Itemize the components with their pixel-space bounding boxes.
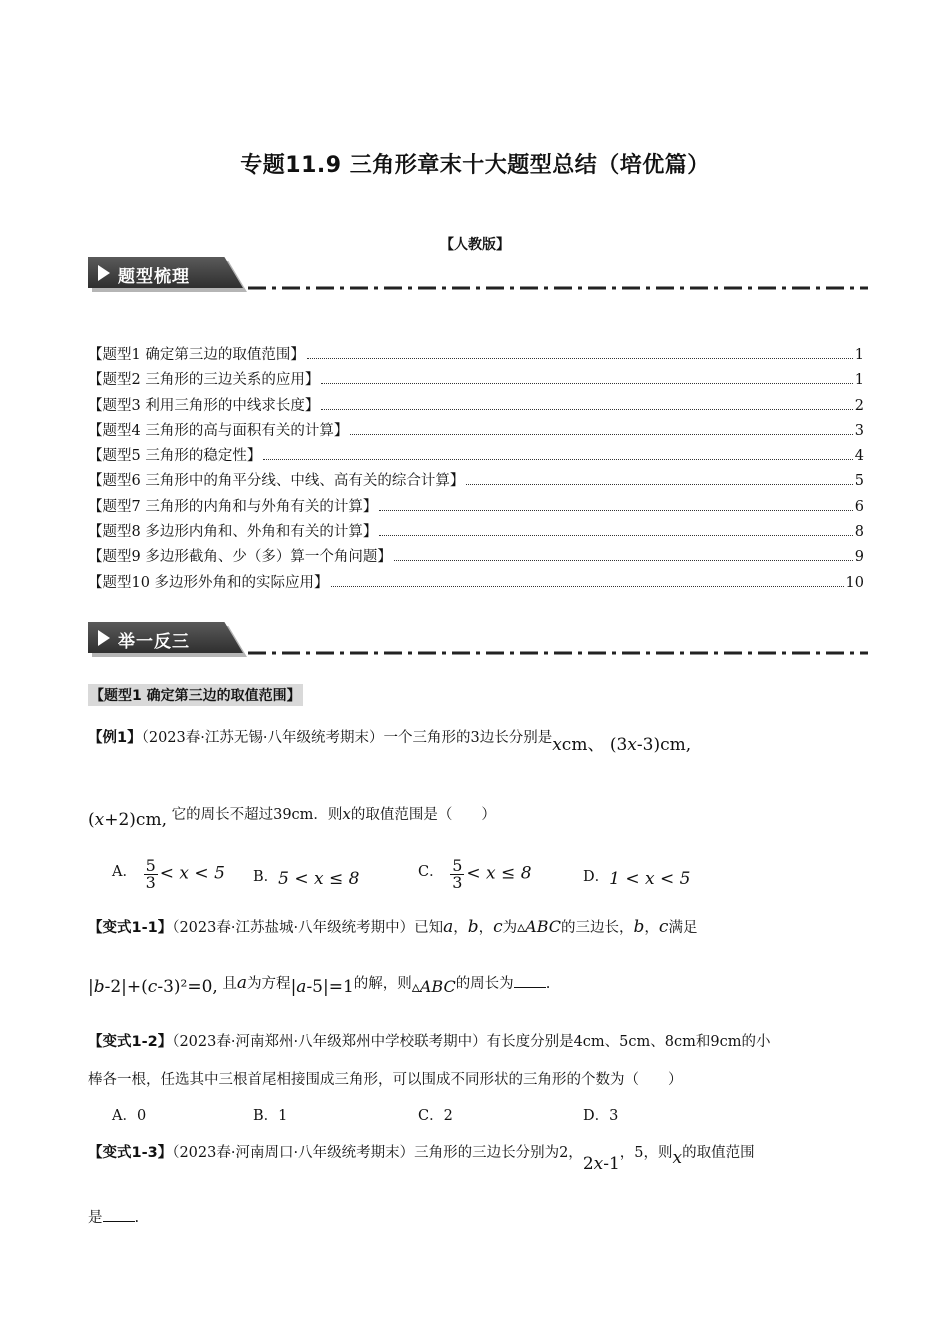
dash-dot-rule — [248, 651, 868, 655]
option-D[interactable]: D．3 — [583, 1108, 619, 1124]
example-tag: 【例1】 — [88, 730, 142, 746]
variant1-line2: |b-2|+(c-3)²=0, 且a为方程|a-5|=1的解，则▵ABC的周长为 . — [88, 973, 551, 997]
banner-examples — [88, 622, 868, 656]
play-arrow-icon — [98, 265, 110, 281]
toc-item[interactable]: 【题型6 三角形中的角平分线、中线、高有关的综合计算】 5 — [88, 473, 864, 490]
example1-line2: (x+2)cm, 它的周长不超过39cm．则x的取值范围是（ ） — [88, 805, 496, 830]
variant2-line2: 棒各一根，任选其中三根首尾相接围成三角形，可以围成不同形状的三角形的个数为（ ） — [88, 1072, 683, 1088]
option-B[interactable]: B．5 < x ≤ 8 — [253, 869, 360, 889]
toc-item[interactable]: 【题型10 多边形外角和的实际应用】 10 — [88, 574, 864, 591]
variant1-line1: 【变式1-1】（2023春·江苏盐城·八年级统考期中）已知a，b，c为▵ABC的三边长，b，c满足 — [88, 917, 698, 937]
toc-item[interactable]: 【题型5 三角形的稳定性】 4 — [88, 448, 864, 465]
toc-item[interactable]: 【题型2 三角形的三边关系的应用】 1 — [88, 372, 864, 389]
option-C[interactable]: C． $\frac{5}{3}$ < x ≤ 8 — [418, 856, 532, 892]
variant3-line2: 是 . — [88, 1210, 140, 1226]
toc-item[interactable]: 【题型9 多边形截角、少（多）算一个角问题】 9 — [88, 549, 864, 566]
option-A[interactable]: A． $\frac{5}{3}$ < x < 5 — [112, 856, 225, 892]
answer-blank[interactable] — [103, 1208, 135, 1222]
toc-item[interactable]: 【题型7 三角形的内角和与外角有关的计算】 6 — [88, 498, 864, 515]
option-A[interactable]: A．0 — [112, 1108, 147, 1124]
math-expr: (x+2)cm, — [88, 810, 167, 830]
toc-item[interactable]: 【题型1 确定第三边的取值范围】 1 — [88, 347, 864, 363]
banner-outline — [88, 257, 868, 291]
option-B[interactable]: B．1 — [253, 1108, 288, 1124]
math-expr: xcm、 (3x-3)cm, — [552, 735, 692, 755]
answer-blank[interactable] — [514, 974, 546, 988]
toc-item[interactable]: 【题型8 多边形内角和、外角和有关的计算】 8 — [88, 524, 864, 541]
example-source: （2023春·江苏无锡·八年级统考期末） — [141, 730, 384, 746]
example1-line1 — [88, 722, 692, 755]
variant2-line1: 【变式1-2】（2023春·河南郑州·八年级郑州中学校联考期中）有长度分别是4cm、5cm、8cm和9cm的小 — [88, 1034, 771, 1050]
variant3-line1: 【变式1-3】（2023春·河南周口·八年级统考期末）三角形的三边长分别为2，2x-1，5，则x的取值范围 — [88, 1145, 755, 1174]
edition-label: 【人教版】 — [440, 237, 510, 253]
option-D[interactable]: D．1 < x < 5 — [583, 869, 691, 889]
toc-item[interactable]: 【题型3 利用三角形的中线求长度】 2 — [88, 397, 864, 414]
toc-item[interactable]: 【题型4 三角形的高与面积有关的计算】 3 — [88, 422, 864, 439]
dash-dot-rule — [248, 286, 868, 290]
page-title: 专题11.9 三角形章末十大题型总结（培优篇） — [240, 153, 710, 178]
play-arrow-icon — [98, 630, 110, 646]
banner-label: 举一反三 — [118, 632, 190, 652]
example-text: 它的周长不超过39cm．则 — [171, 807, 343, 823]
example-text: 一个三角形的3边长分别是 — [383, 730, 553, 746]
option-C[interactable]: C．2 — [418, 1108, 453, 1124]
banner-label: 题型梳理 — [118, 267, 190, 287]
table-of-contents — [88, 343, 864, 596]
example-text: 的取值范围是（ ） — [350, 807, 496, 823]
section-heading: 【题型1 确定第三边的取值范围】 — [88, 684, 303, 706]
